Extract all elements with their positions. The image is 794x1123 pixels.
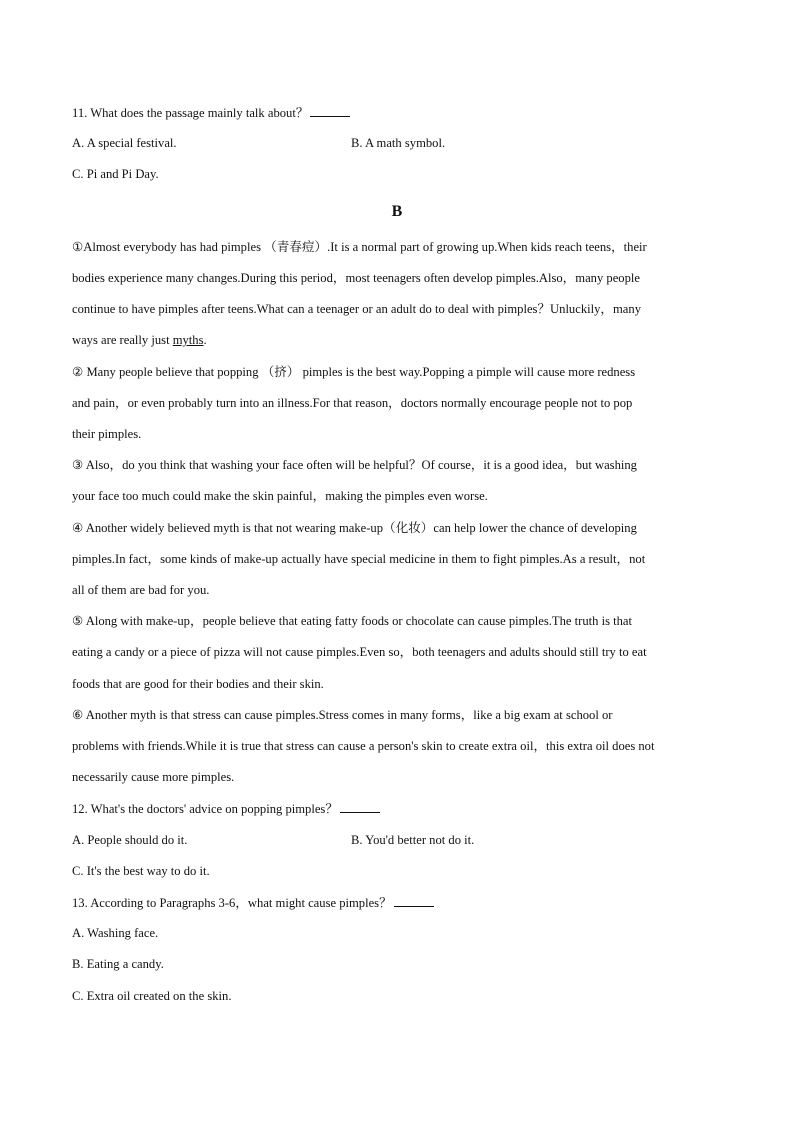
passage-line: all of them are bad for you. bbox=[72, 583, 210, 597]
passage-line bbox=[72, 332, 207, 348]
passage-line: continue to have pimples after teens.What can a teenager or an adult do to deal with pimples？Unluckily，many bbox=[72, 302, 641, 316]
passage-line: problems with friends.While it is true that stress can cause a person's skin to create extra oil，this extra oil does not bbox=[72, 739, 655, 753]
passage-line: and pain，or even probably turn into an illness.For that reason，doctors normally encourage people not to pop bbox=[72, 396, 633, 410]
section-title: B bbox=[391, 203, 403, 220]
question-13-text: 13. According to Paragraphs 3-6，what might cause pimples？ bbox=[72, 896, 392, 910]
question-12-text: 12. What's the doctors' advice on popping pimples？ bbox=[72, 802, 338, 816]
passage-line: pimples.In fact，some kinds of make-up actually have special medicine in them to fight pimples.As a result，not bbox=[72, 552, 646, 566]
document-page bbox=[72, 0, 722, 1123]
answer-blank[interactable] bbox=[310, 104, 350, 117]
question-12-option-c: C. It's the best way to do it. bbox=[72, 864, 210, 878]
answer-blank[interactable] bbox=[340, 800, 380, 813]
question-11-stem bbox=[72, 104, 350, 121]
question-13-stem bbox=[72, 894, 434, 911]
passage-line: ③ Also，do you think that washing your face often will be helpful？Of course，it is a good idea，but washing bbox=[72, 458, 637, 472]
question-12-option-a: A. People should do it. bbox=[72, 833, 188, 847]
passage-line: eating a candy or a piece of pizza will not cause pimples.Even so，both teenagers and adults should still try to eat bbox=[72, 645, 647, 659]
passage-line: ④ Another widely believed myth is that not wearing make-up（化妆）can help lower the chance of developing bbox=[72, 521, 637, 535]
passage-line: bodies experience many changes.During this period，most teenagers often develop pimples.Also，many people bbox=[72, 271, 640, 285]
passage-line: ①Almost everybody has had pimples （青春痘）.It is a normal part of growing up.When kids reach teens，their bbox=[72, 240, 647, 254]
question-12-stem bbox=[72, 800, 380, 817]
underlined-word-myths: myths bbox=[172, 333, 204, 347]
passage-line: your face too much could make the skin painful，making the pimples even worse. bbox=[72, 489, 488, 503]
passage-line: ⑥ Another myth is that stress can cause pimples.Stress comes in many forms，like a big exam at school or bbox=[72, 708, 613, 722]
question-13-option-a: A. Washing face. bbox=[72, 926, 159, 940]
question-13-option-c: C. Extra oil created on the skin. bbox=[72, 989, 232, 1003]
answer-blank[interactable] bbox=[394, 894, 434, 907]
passage-line: necessarily cause more pimples. bbox=[72, 770, 235, 784]
passage-text: ways are really just bbox=[72, 333, 173, 347]
question-13-option-b: B. Eating a candy. bbox=[72, 957, 164, 971]
passage-text: . bbox=[203, 333, 207, 347]
passage-line: ② Many people believe that popping （挤） pimples is the best way.Popping a pimple will cause more redness bbox=[72, 365, 636, 379]
question-11-text: 11. What does the passage mainly talk about？ bbox=[72, 106, 309, 120]
passage-line: ⑤ Along with make-up，people believe that eating fatty foods or chocolate can cause pimples.The truth is that bbox=[72, 614, 633, 628]
question-11-option-c: C. Pi and Pi Day. bbox=[72, 167, 159, 181]
question-11-option-b: B. A math symbol. bbox=[351, 136, 446, 150]
question-12-option-b: B. You'd better not do it. bbox=[351, 833, 475, 847]
passage-line: foods that are good for their bodies and their skin. bbox=[72, 677, 324, 691]
passage-line: their pimples. bbox=[72, 427, 142, 441]
question-11-option-a: A. A special festival. bbox=[72, 136, 177, 150]
